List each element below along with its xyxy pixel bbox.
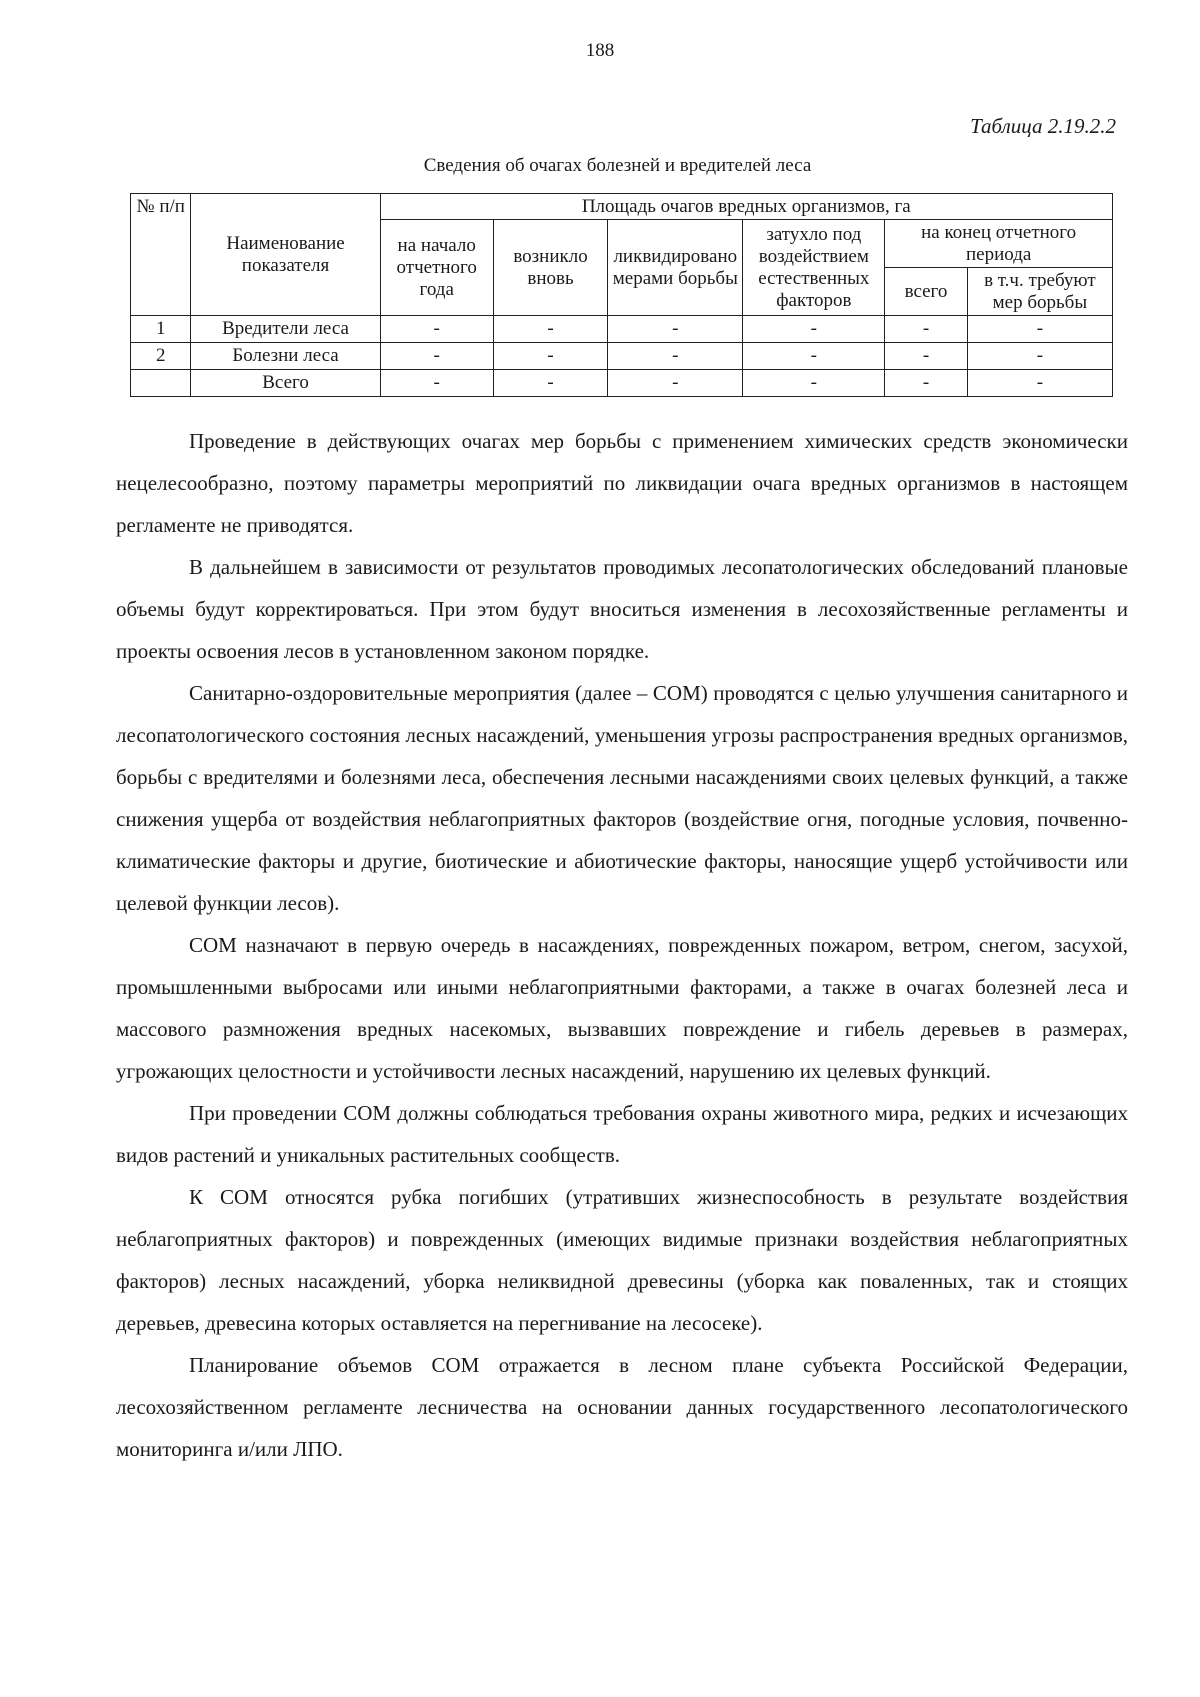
header-liquidated: ликвидировано мерами борьбы — [608, 220, 743, 316]
cell-value: - — [380, 370, 493, 397]
cell-num: 1 — [131, 316, 191, 343]
header-area-group: Площадь очагов вредных организмов, га — [380, 194, 1112, 220]
cell-name: Вредители леса — [191, 316, 380, 343]
header-natural: затухло под воздействием естественных факторов — [743, 220, 885, 316]
paragraph: Планирование объемов СОМ отражается в лесном плане субъекта Российской Федерации, лесохозяйственном регламенте лесничества на основании данных государственного лесопатологического мониторинга и/или ЛПО. — [116, 1353, 1128, 1461]
cell-value: - — [608, 316, 743, 343]
paragraph: СОМ назначают в первую очередь в насаждениях, поврежденных пожаром, ветром, снегом, засухой, промышленными выбросами или иными неблагоприятными факторами, а также в очагах болезней леса и массового размножения вредных насекомых, вызвавших повреждение и гибель деревьев в размерах, угрожающих целостности и устойчивости лесных насаждений, нарушению их целевых функций. — [116, 933, 1128, 1083]
paragraph: К СОМ относятся рубка погибших (утративших жизнеспособность в результате воздействия неблагоприятных факторов) и поврежденных (имеющих видимые признаки воздействия неблагоприятных факторов) лесных насаждений, уборка неликвидной древесины (уборка как поваленных, так и стоящих деревьев, древесина которых оставляется на перегнивание на лесосеке). — [116, 1185, 1128, 1335]
header-num: № п/п — [131, 194, 191, 316]
page-number: 188 — [585, 40, 615, 61]
cell-value: - — [608, 370, 743, 397]
header-name: Наименование показателя — [191, 194, 380, 316]
paragraph: При проведении СОМ должны соблюдаться требования охраны животного мира, редких и исчезающих видов растений и уникальных растительных сообществ. — [116, 1101, 1128, 1167]
cell-value: - — [380, 343, 493, 370]
paragraph: Проведение в действующих очагах мер борьбы с применением химических средств экономически нецелесообразно, поэтому параметры мероприятий по ликвидации очага вредных организмов в настоящем регламенте не приводятся. — [116, 429, 1128, 537]
table-label: Таблица 2.19.2.2 — [970, 114, 1116, 138]
table-row — [131, 370, 1113, 397]
cell-num — [131, 370, 191, 397]
table-title: Сведения об очагах болезней и вредителей леса — [423, 155, 812, 176]
header-start: на начало отчетного года — [380, 220, 493, 316]
cell-num: 2 — [131, 343, 191, 370]
header-end-total: всего — [885, 268, 967, 316]
cell-value: - — [743, 316, 885, 343]
cell-value: - — [493, 316, 607, 343]
cell-value: - — [743, 343, 885, 370]
cell-value: - — [967, 370, 1112, 397]
cell-value: - — [743, 370, 885, 397]
header-new: возникло вновь — [493, 220, 607, 316]
cell-value: - — [967, 343, 1112, 370]
cell-value: - — [885, 370, 967, 397]
cell-value: - — [608, 343, 743, 370]
cell-value: - — [493, 370, 607, 397]
pest-disease-table — [130, 193, 1113, 397]
cell-value: - — [493, 343, 607, 370]
cell-value: - — [380, 316, 493, 343]
cell-value: - — [967, 316, 1112, 343]
paragraph: Санитарно-оздоровительные мероприятия (далее – СОМ) проводятся с целью улучшения санитарного и лесопатологического состояния лесных насаждений, уменьшения угрозы распространения вредных организмов, борьбы с вредителями и болезнями леса, обеспечения лесными насаждениями своих целевых функций, а также снижения ущерба от воздействия неблагоприятных факторов (воздействие огня, погодные условия, почвенно-климатические факторы и другие, биотические и абиотические факторы, наносящие ущерб устойчивости или целевой функции лесов). — [116, 681, 1128, 915]
cell-name: Всего — [191, 370, 380, 397]
header-end-require: в т.ч. требуют мер борьбы — [967, 268, 1112, 316]
table-row — [131, 343, 1113, 370]
cell-name: Болезни леса — [191, 343, 380, 370]
cell-value: - — [885, 343, 967, 370]
paragraph: В дальнейшем в зависимости от результатов проводимых лесопатологических обследований плановые объемы будут корректироваться. При этом будут вноситься изменения в лесохозяйственные регламенты и проекты освоения лесов в установленном законом порядке. — [116, 555, 1128, 663]
header-end-group: на конец отчетного периода — [885, 220, 1113, 268]
table-row — [131, 316, 1113, 343]
cell-value: - — [885, 316, 967, 343]
body-text — [116, 420, 1128, 1470]
